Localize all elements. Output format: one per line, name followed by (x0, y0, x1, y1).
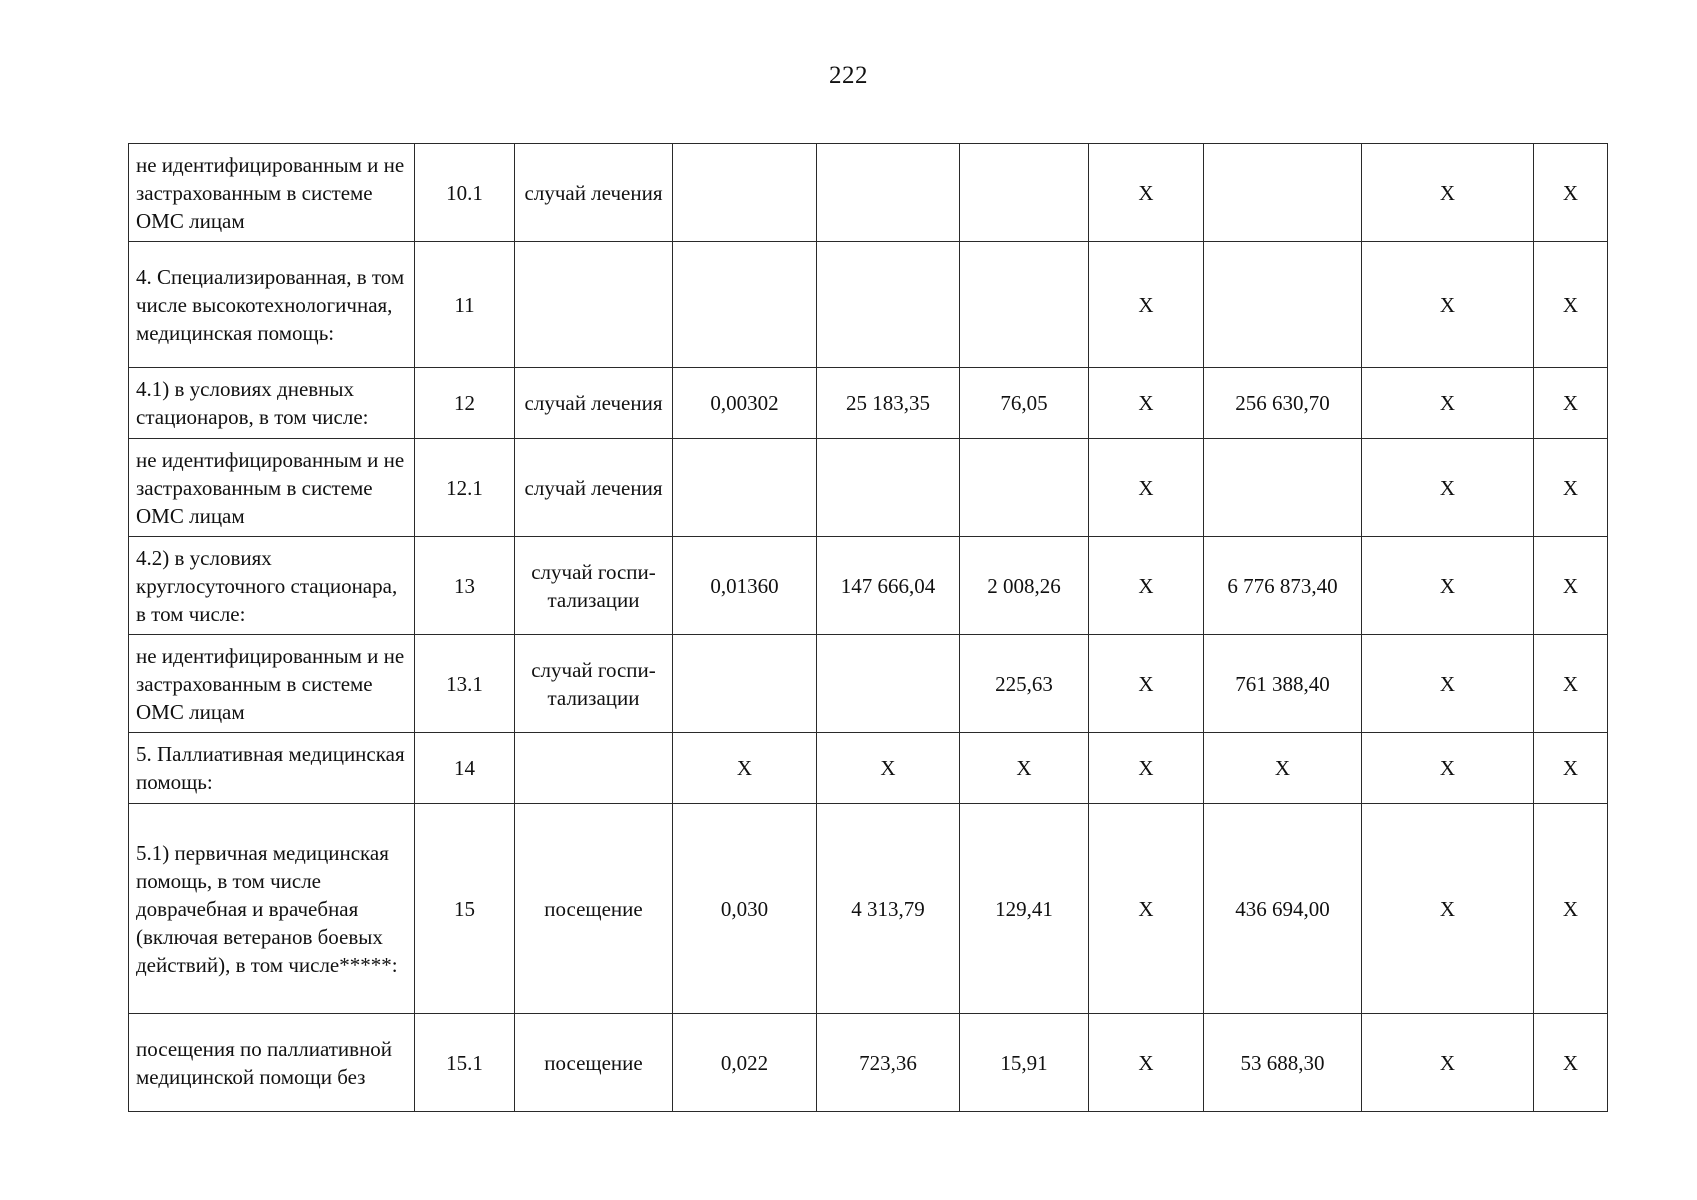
row-total-cell: 6 776 873,40 (1204, 537, 1362, 635)
row-col7-cell: X (1089, 635, 1204, 733)
row-unit-cell: случай госпи-тализации (515, 635, 673, 733)
row-col7-cell: X (1089, 537, 1204, 635)
row-per-capita-cell (960, 439, 1089, 537)
row-unit-cell: случай лечения (515, 144, 673, 242)
row-name-cell: посещения по паллиативной медицинской помощи без (129, 1014, 415, 1112)
table-row (129, 537, 1608, 635)
row-name-cell: 4. Специализированная, в том числе высокотехнологичная, медицинская помощь: (129, 242, 415, 368)
row-per-capita-cell (960, 144, 1089, 242)
row-cost-cell: 723,36 (817, 1014, 960, 1112)
row-code-cell: 13.1 (415, 635, 515, 733)
row-cost-cell (817, 242, 960, 368)
row-per-capita-cell: 15,91 (960, 1014, 1089, 1112)
row-unit-cell: посещение (515, 1014, 673, 1112)
row-name-cell: 4.1) в условиях дневных стационаров, в том числе: (129, 368, 415, 439)
row-norm-cell: 0,022 (673, 1014, 817, 1112)
table-row (129, 804, 1608, 1014)
row-code-cell: 10.1 (415, 144, 515, 242)
row-per-capita-cell: 76,05 (960, 368, 1089, 439)
row-name-cell: не идентифицированным и не застрахованным в системе ОМС лицам (129, 635, 415, 733)
table-row (129, 635, 1608, 733)
row-per-capita-cell (960, 242, 1089, 368)
row-code-cell: 13 (415, 537, 515, 635)
row-code-cell: 12 (415, 368, 515, 439)
row-col9-cell: X (1362, 439, 1534, 537)
row-col10-cell: X (1534, 144, 1608, 242)
row-unit-cell: случай госпи-тализации (515, 537, 673, 635)
row-cost-cell: 147 666,04 (817, 537, 960, 635)
row-col10-cell: X (1534, 733, 1608, 804)
row-col9-cell: X (1362, 1014, 1534, 1112)
row-total-cell: 256 630,70 (1204, 368, 1362, 439)
row-norm-cell: 0,00302 (673, 368, 817, 439)
row-total-cell (1204, 144, 1362, 242)
row-total-cell: 436 694,00 (1204, 804, 1362, 1014)
row-norm-cell (673, 439, 817, 537)
row-unit-cell (515, 733, 673, 804)
row-cost-cell (817, 439, 960, 537)
row-total-cell: 761 388,40 (1204, 635, 1362, 733)
row-cost-cell (817, 144, 960, 242)
row-col10-cell: X (1534, 242, 1608, 368)
row-cost-cell: 25 183,35 (817, 368, 960, 439)
row-code-cell: 14 (415, 733, 515, 804)
row-col10-cell: X (1534, 804, 1608, 1014)
row-per-capita-cell: 2 008,26 (960, 537, 1089, 635)
row-norm-cell: 0,01360 (673, 537, 817, 635)
row-unit-cell: случай лечения (515, 439, 673, 537)
row-name-cell: 4.2) в условиях круглосуточного стационара, в том числе: (129, 537, 415, 635)
row-per-capita-cell: X (960, 733, 1089, 804)
table-row (129, 144, 1608, 242)
row-norm-cell: X (673, 733, 817, 804)
table-row (129, 368, 1608, 439)
row-name-cell: не идентифицированным и не застрахованным в системе ОМС лицам (129, 439, 415, 537)
row-total-cell (1204, 242, 1362, 368)
row-cost-cell: X (817, 733, 960, 804)
row-norm-cell (673, 635, 817, 733)
row-unit-cell (515, 242, 673, 368)
table-row (129, 439, 1608, 537)
row-col9-cell: X (1362, 368, 1534, 439)
row-col7-cell: X (1089, 439, 1204, 537)
row-per-capita-cell: 225,63 (960, 635, 1089, 733)
row-col7-cell: X (1089, 368, 1204, 439)
row-col7-cell: X (1089, 144, 1204, 242)
row-code-cell: 12.1 (415, 439, 515, 537)
row-name-cell: 5.1) первичная медицинская помощь, в том числе доврачебная и врачебная (включая ветеранов боевых действий), в том числе*****: (129, 804, 415, 1014)
row-col9-cell: X (1362, 242, 1534, 368)
row-col10-cell: X (1534, 635, 1608, 733)
row-col9-cell: X (1362, 733, 1534, 804)
row-cost-cell (817, 635, 960, 733)
row-unit-cell: посещение (515, 804, 673, 1014)
row-code-cell: 11 (415, 242, 515, 368)
financing-table (128, 143, 1608, 1112)
row-total-cell: 53 688,30 (1204, 1014, 1362, 1112)
table-row (129, 1014, 1608, 1112)
row-col9-cell: X (1362, 804, 1534, 1014)
table-row (129, 242, 1608, 368)
row-per-capita-cell: 129,41 (960, 804, 1089, 1014)
row-code-cell: 15 (415, 804, 515, 1014)
row-cost-cell: 4 313,79 (817, 804, 960, 1014)
row-code-cell: 15.1 (415, 1014, 515, 1112)
row-col7-cell: X (1089, 804, 1204, 1014)
row-col9-cell: X (1362, 537, 1534, 635)
row-col9-cell: X (1362, 635, 1534, 733)
row-col7-cell: X (1089, 1014, 1204, 1112)
row-col7-cell: X (1089, 242, 1204, 368)
row-col10-cell: X (1534, 368, 1608, 439)
row-name-cell: не идентифицированным и не застрахованным в системе ОМС лицам (129, 144, 415, 242)
row-norm-cell (673, 144, 817, 242)
row-col10-cell: X (1534, 537, 1608, 635)
row-name-cell: 5. Паллиативная медицинская помощь: (129, 733, 415, 804)
row-col10-cell: X (1534, 1014, 1608, 1112)
table-row (129, 733, 1608, 804)
row-norm-cell: 0,030 (673, 804, 817, 1014)
row-total-cell: X (1204, 733, 1362, 804)
page-number: 222 (829, 62, 868, 89)
row-unit-cell: случай лечения (515, 368, 673, 439)
row-col7-cell: X (1089, 733, 1204, 804)
row-norm-cell (673, 242, 817, 368)
row-col10-cell: X (1534, 439, 1608, 537)
row-col9-cell: X (1362, 144, 1534, 242)
row-total-cell (1204, 439, 1362, 537)
